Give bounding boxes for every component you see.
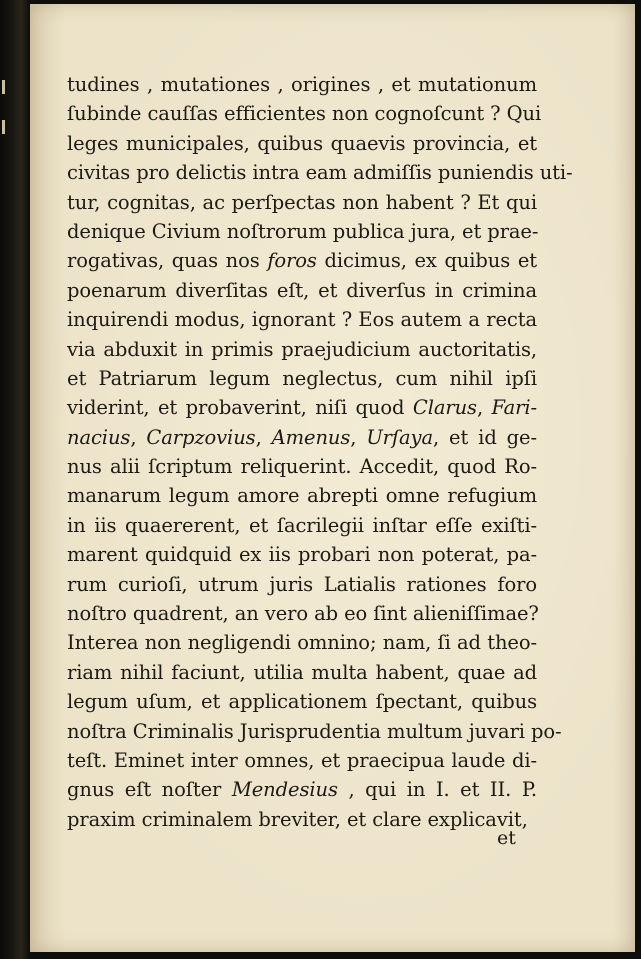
gutter-marks [2,80,12,160]
text-line [67,276,537,305]
text-segment: in iis quaererent, et ſacrilegii inſtar eſſe exiſti- [67,513,537,537]
text-segment: , [130,425,147,449]
text-segment: noſtro quadrent, an vero ab eo ſint alieniſſimae? [67,602,539,626]
text-line [67,99,542,128]
text-line [67,129,537,158]
text-line [67,305,537,334]
italic-name: Amenus [271,425,351,449]
text-segment: , [476,396,492,420]
text-segment: civitas pro delictis intra eam admiſſis puniendis uti- [67,161,573,185]
gutter-mark [2,120,5,134]
text-segment: praxim criminalem breviter, et clare explicavit, [67,807,528,831]
text-segment: noſtra Criminalis Jurisprudentia multum juvari po- [67,719,562,743]
text-segment: denique Civium noſtrorum publica jura, et prae- [67,219,539,243]
text-segment: legum uſum, et applicationem ſpectant, quibus [67,690,537,714]
italic-name: foros [267,249,317,273]
text-segment: marent quidquid ex iis probari non poterat, pa- [67,543,537,567]
text-segment: via abduxit in primis praejudicium auctoritatis, [67,337,537,361]
text-line [67,570,537,599]
text-line [67,364,537,393]
text-line [67,717,562,746]
italic-name: nacius [67,425,131,449]
italic-name: Mendesius [231,778,338,802]
text-line [67,658,537,687]
text-segment: leges municipales, quibus quaevis provincia, et [67,131,537,155]
italic-name: Urſaya [366,425,433,449]
text-line [67,511,537,540]
text-line [67,775,537,804]
text-line [67,423,537,452]
text-segment: riam nihil faciunt, utilia multa habent, quae ad [67,660,537,684]
text-segment: et Patriarum legum neglectus, cum nihil ipſi [67,366,537,390]
text-segment: nus alii ſcriptum reliquerint. Accedit, quod Ro- [67,455,537,479]
catchword: et [497,827,516,849]
text-segment: dicimus, ex quibus et [316,249,537,273]
text-line [67,393,537,422]
text-segment: teſt. Eminet inter omnes, et praecipua laude di- [67,748,537,772]
text-segment: , [350,425,367,449]
text-line [67,70,537,99]
book-gutter [0,0,30,959]
text-segment: tudines , mutationes , origines , et mutationum [67,73,537,96]
text-segment: manarum legum amore abrepti omne refugium [67,484,537,508]
body-text [67,70,573,834]
text-line [67,599,537,628]
text-segment: rogativas, quas nos [67,249,268,273]
text-segment: rum curioſi, utrum juris Latialis rationes foro [67,572,537,596]
text-segment: , qui in I. et II. P. [337,778,537,802]
text-line [67,628,537,657]
italic-name: Fari- [491,396,537,420]
text-line [67,687,537,716]
italic-name: Clarus [412,396,477,420]
text-segment: poenarum diverſitas eſt, et diverſus in crimina [67,278,537,302]
text-segment: tur, cognitas, ac perſpectas non habent ? Et qui [67,190,537,214]
text-line [67,335,537,364]
text-line [67,158,573,187]
text-line [67,805,537,834]
text-line [67,540,537,569]
text-segment: viderint, et probaverint, niſi quod [67,396,413,420]
text-line [67,246,537,275]
text-line [67,746,537,775]
text-line [67,188,537,217]
text-segment: gnus eſt noſter [67,778,232,802]
gutter-mark [2,80,5,94]
text-line [67,452,537,481]
text-segment: , [255,425,272,449]
text-segment: ſubinde cauſſas efficientes non cognoſcunt ? Qui [67,102,542,126]
text-segment: Interea non negligendi omnino; nam, ſi ad theo- [67,631,537,655]
text-line [67,217,537,246]
text-line [67,481,537,510]
italic-name: Carpzovius [146,425,256,449]
text-segment: , et id ge- [432,425,537,449]
text-segment: inquirendi modus, ignorant ? Eos autem a recta [67,308,537,332]
